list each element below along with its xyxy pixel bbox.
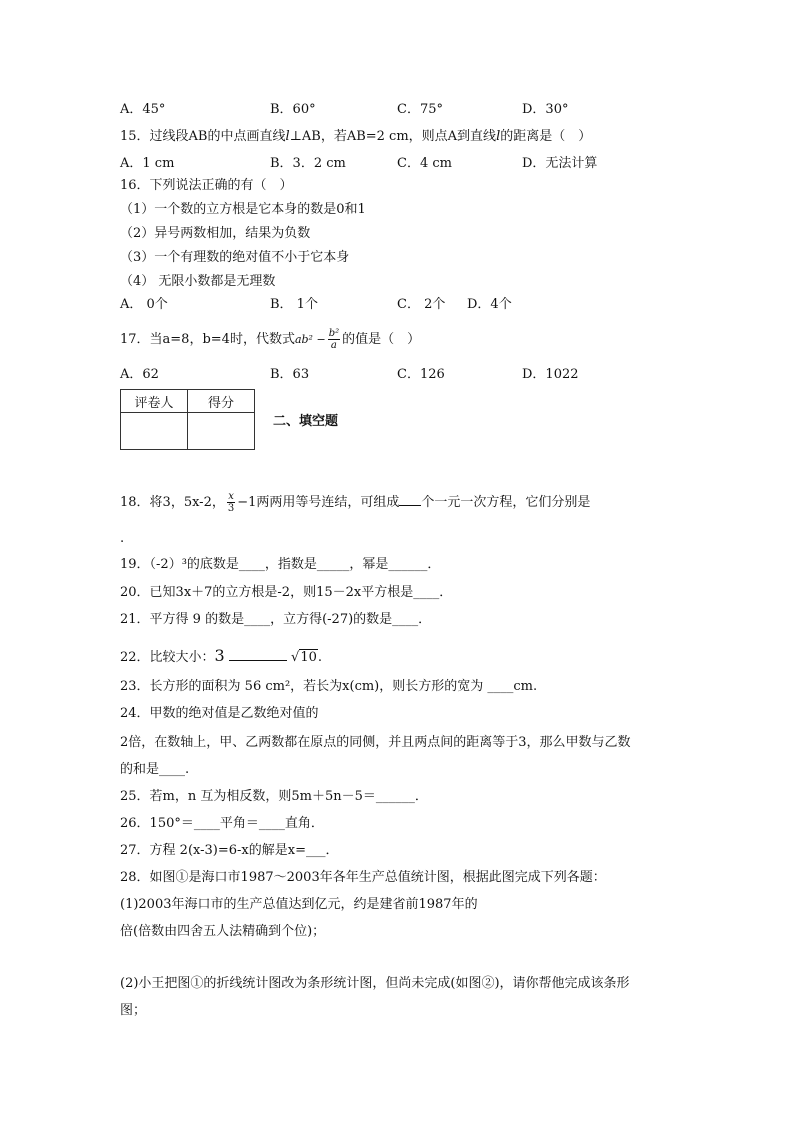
q17-frac-den: a <box>330 340 337 351</box>
score-table-score-header: 得分 <box>188 390 255 413</box>
q18-stem <box>120 488 590 518</box>
q20-text: 20．已知3x＋7的立方根是-2，则15－2x平方根是____． <box>120 585 453 600</box>
q22-blank[interactable] <box>229 648 287 661</box>
q28-sub2-line-2: 图； <box>120 1003 147 1018</box>
q16-option-a: A． 0个 <box>120 297 168 312</box>
q17-frac-num: b² <box>328 328 340 339</box>
q16-item-2: （2）异号两数相加，结果为负数 <box>120 226 311 241</box>
q17-expr-left: ab² − <box>294 333 326 346</box>
q15-prefix: 15．过线段AB的中点画直线 <box>120 129 286 144</box>
q28-sub1-line-1: (1)2003年海口市的生产总值达到亿元，约是建省前1987年的 <box>120 897 478 912</box>
q18-frac-num: x <box>228 491 234 502</box>
score-table <box>120 389 255 450</box>
score-table-reviewer-header: 评卷人 <box>121 390 188 413</box>
q16-stem: 16．下列说法正确的有（ ） <box>120 178 293 193</box>
q17-option-a: A．62 <box>120 367 159 382</box>
q14-option-c: C．75° <box>397 102 443 117</box>
q18-prefix: 18．将3，5x-2， <box>120 495 225 510</box>
q14-option-b: B．60° <box>270 102 316 117</box>
q18-frac-den: 3 <box>227 503 235 514</box>
q18-blank[interactable] <box>399 493 421 506</box>
q23-text: 23．长方形的面积为 56 cm²，若长为x(cm)，则长方形的宽为 ____cm. <box>120 679 538 694</box>
q27-text: 27．方程 2(x-3)=6-x的解是x=___． <box>120 843 339 858</box>
q18-after-frac: −1两两用等号连结，可组成 <box>237 495 400 510</box>
section-title: 二、填空题 <box>273 414 339 429</box>
q15-option-d: D．无法计算 <box>522 156 598 171</box>
q19-text: 19．（-2）³的底数是____，指数是_____，幂是______． <box>120 557 441 572</box>
q15-var-l-2: l <box>496 129 501 144</box>
q16-item-4: （4） 无限小数都是无理数 <box>120 274 276 289</box>
q18-fraction <box>227 491 235 514</box>
q14-option-d: D．30° <box>522 102 569 117</box>
q18-end: . <box>120 531 125 546</box>
q15-mid: ⊥AB，若AB=2 cm，则点A到直线 <box>289 129 497 144</box>
q28-sub2-line-1: (2)小王把图①的折线统计图改为条形统计图，但尚未完成(如图②)，请你帮他完成该条形 <box>120 976 630 991</box>
q16-item-3: （3）一个有理数的绝对值不小于它本身 <box>120 250 350 265</box>
q15-stem <box>120 128 591 146</box>
q15-option-c: C．4 cm <box>397 156 452 171</box>
q22-stem <box>120 645 322 669</box>
radical-icon: √ <box>291 650 300 665</box>
q24-line-3: 的和是____. <box>120 762 190 777</box>
score-table-reviewer-cell <box>121 413 188 450</box>
q28-line-1: 28．如图①是海口市1987～2003年各年生产总值统计图，根据此图完成下列各题： <box>120 870 606 885</box>
q21-text: 21．平方得 9 的数是____，立方得(-27)的数是____． <box>120 612 432 627</box>
q15-suffix: 的距离是（ ） <box>500 129 592 144</box>
q28-sub1-line-2: 倍(倍数由四舍五人法精确到个位)； <box>120 924 326 939</box>
q14-option-a: A．45° <box>120 102 166 117</box>
q16-option-c: C． 2个 <box>397 297 446 312</box>
q17-option-d: D．1022 <box>522 367 579 382</box>
q17-prefix: 17．当a=8，b=4时，代数式 <box>120 332 295 347</box>
q16-option-d: D．4个 <box>467 297 512 312</box>
q22-end: . <box>317 650 322 665</box>
q15-option-a: A．1 cm <box>120 156 175 171</box>
q26-text: 26．150°＝____平角＝____直角． <box>120 816 324 831</box>
q15-option-b: B．3．2 cm <box>270 156 346 171</box>
q17-option-c: C．126 <box>397 367 445 382</box>
q22-radicand: 10 <box>300 650 317 665</box>
q17-stem <box>120 327 420 353</box>
q17-suffix: 的值是（ ） <box>342 332 421 347</box>
q25-text: 25．若m，n 互为相反数，则5m＋5n－5＝______． <box>120 789 428 804</box>
q24-line-2: 2倍，在数轴上，甲、乙两数都在原点的同侧，并且两点间的距离等于3，那么甲数与乙数 <box>120 735 631 750</box>
q16-option-b: B． 1个 <box>270 297 318 312</box>
score-table-score-cell <box>188 413 255 450</box>
q22-sqrt <box>291 647 318 669</box>
q17-option-b: B．63 <box>270 367 310 382</box>
q24-line-1: 24．甲数的绝对值是乙数绝对值的 <box>120 706 319 721</box>
q22-left-value: 3 <box>214 646 225 665</box>
q16-item-1: （1）一个数的立方根是它本身的数是0和1 <box>120 202 366 217</box>
q18-suffix: 个一元一次方程，它们分别是 <box>421 495 591 510</box>
q15-var-l: l <box>285 129 290 144</box>
q17-fraction <box>328 328 340 351</box>
q22-prefix: 22．比较大小： <box>120 650 215 665</box>
